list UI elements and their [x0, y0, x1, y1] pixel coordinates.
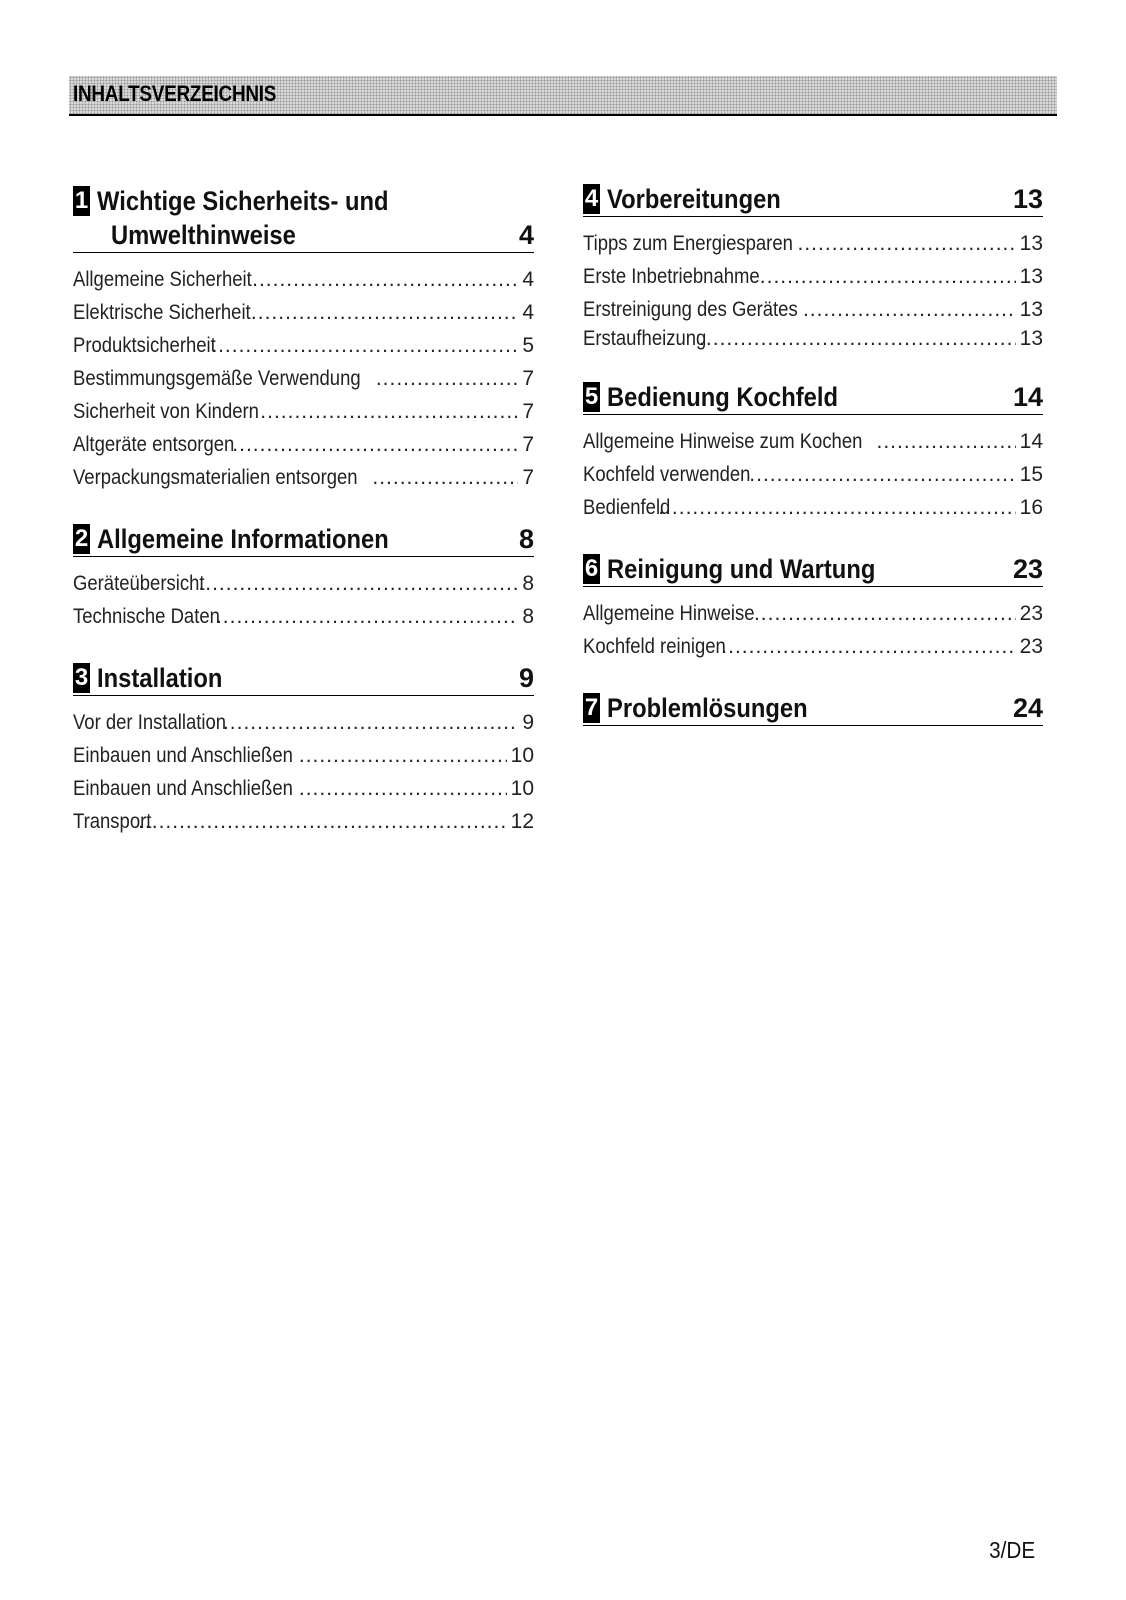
- toc-entry[interactable]: [583, 597, 1043, 630]
- entry-label: Tipps zum Energiesparen: [583, 232, 793, 255]
- toc-entry[interactable]: [583, 260, 1043, 293]
- entry-label: Altgeräte entsorgen: [73, 433, 235, 456]
- section-page-number: 9: [518, 663, 534, 693]
- entry-label: Kochfeld verwenden: [583, 463, 751, 486]
- section-page-number: 24: [1012, 693, 1043, 723]
- toc-entry[interactable]: [73, 296, 534, 329]
- entry-page: 16: [1019, 496, 1043, 519]
- entry-page: 23: [1019, 635, 1043, 658]
- entry-label: Erstaufheizung: [583, 327, 707, 350]
- dot-leader: [260, 395, 518, 428]
- section-heading[interactable]: [583, 182, 1043, 217]
- section-title: Reinigung und Wartung: [607, 554, 876, 584]
- section-title: Problemlösungen: [607, 693, 808, 723]
- entry-page: 7: [522, 400, 534, 423]
- dot-leader: [754, 597, 1016, 630]
- page-number-footer: 3/DE: [988, 1537, 1035, 1563]
- entry-list: [583, 597, 1043, 663]
- toc-entry[interactable]: [583, 326, 1043, 352]
- dot-leader: [721, 630, 1015, 663]
- entry-label: Produktsicherheit: [73, 334, 216, 357]
- toc-entry[interactable]: [583, 491, 1043, 524]
- dot-leader: [198, 567, 518, 600]
- section-number-badge: 1: [74, 187, 89, 214]
- section-page-number: 4: [518, 220, 534, 250]
- entry-page: 8: [522, 572, 534, 595]
- entry-label: Geräteübersicht: [73, 572, 205, 595]
- entry-page: 14: [1019, 430, 1043, 453]
- entry-page: 10: [510, 777, 534, 800]
- toc-entry[interactable]: [73, 600, 534, 633]
- dot-leader: [211, 329, 518, 362]
- toc-section-6: [583, 552, 1043, 663]
- section-page-number: 23: [1012, 554, 1043, 584]
- toc-entry[interactable]: [73, 567, 534, 600]
- dot-leader: [372, 461, 518, 494]
- entry-list: [73, 567, 534, 633]
- toc-entry[interactable]: [583, 458, 1043, 491]
- dot-leader: [699, 326, 1016, 352]
- toc-section-3: [73, 661, 534, 838]
- section-number-badge: 5: [584, 383, 599, 410]
- entry-page: 7: [522, 466, 534, 489]
- toc-section-1: [73, 184, 534, 494]
- entry-page: 7: [522, 433, 534, 456]
- entry-page: 12: [510, 810, 534, 833]
- dot-leader: [877, 425, 1016, 458]
- dot-leader: [251, 296, 518, 329]
- entry-label: Allgemeine Sicherheit: [73, 268, 252, 291]
- toc-entry[interactable]: [73, 263, 534, 296]
- section-number-badge: 6: [584, 555, 599, 582]
- toc-entry[interactable]: [73, 739, 534, 772]
- section-title-line2: Umwelthinweise: [111, 220, 296, 250]
- entry-page: 8: [522, 605, 534, 628]
- entry-label: Vor der Installation: [73, 711, 227, 734]
- entry-page: 13: [1019, 232, 1043, 255]
- dot-leader: [138, 805, 507, 838]
- entry-list: [73, 706, 534, 838]
- entry-label: Allgemeine Hinweise zum Kochen: [583, 430, 863, 453]
- toc-entry[interactable]: [73, 395, 534, 428]
- toc-right-column: [583, 182, 1043, 754]
- toc-entry[interactable]: [583, 227, 1043, 260]
- entry-label: Bedienfeld: [583, 496, 671, 519]
- entry-label: Einbauen und Anschließen: [73, 744, 293, 767]
- toc-section-4: [583, 182, 1043, 352]
- toc-entry[interactable]: [73, 461, 534, 494]
- section-heading[interactable]: [73, 661, 534, 696]
- entry-page: 4: [522, 268, 534, 291]
- entry-page: 13: [1019, 298, 1043, 321]
- toc-section-2: [73, 522, 534, 633]
- toc-section-7: [583, 691, 1043, 726]
- dot-leader: [216, 600, 518, 633]
- toc-title: INHALTSVERZEICHNIS: [73, 81, 277, 106]
- entry-label: Sicherheit von Kindern: [73, 400, 259, 423]
- entry-list: [583, 425, 1043, 524]
- toc-entry[interactable]: [583, 293, 1043, 326]
- toc-entry[interactable]: [73, 805, 534, 838]
- toc-entry[interactable]: [583, 425, 1043, 458]
- entry-list: [73, 263, 534, 494]
- entry-label: Einbauen und Anschließen: [73, 777, 293, 800]
- section-title-line1: Wichtige Sicherheits- und: [97, 186, 389, 216]
- section-heading[interactable]: [583, 552, 1043, 587]
- section-number-badge: 2: [74, 525, 89, 552]
- entry-label: Bestimmungsgemäße Verwendung: [73, 367, 361, 390]
- dot-leader: [803, 293, 1016, 326]
- entry-label: Transport: [73, 810, 152, 833]
- dot-leader: [658, 491, 1015, 524]
- entry-page: 13: [1019, 265, 1043, 288]
- entry-page: 10: [510, 744, 534, 767]
- entry-page: 7: [522, 367, 534, 390]
- section-number-badge: 4: [584, 185, 599, 212]
- section-title: Allgemeine Informationen: [97, 524, 389, 554]
- dot-leader: [299, 739, 507, 772]
- section-title: Bedienung Kochfeld: [607, 382, 838, 412]
- section-heading[interactable]: [73, 522, 534, 557]
- dot-leader: [232, 428, 518, 461]
- entry-page: 4: [522, 301, 534, 324]
- dot-leader: [223, 706, 518, 739]
- entry-page: 9: [522, 711, 534, 734]
- dot-leader: [760, 260, 1016, 293]
- section-number-badge: 7: [584, 694, 599, 721]
- entry-label: Kochfeld reinigen: [583, 635, 726, 658]
- section-title: Vorbereitungen: [607, 184, 781, 214]
- section-title: Installation: [97, 663, 223, 693]
- section-page-number: 13: [1012, 184, 1043, 214]
- entry-label: Elektrische Sicherheit: [73, 301, 251, 324]
- toc-left-column: [73, 184, 534, 866]
- section-number-badge: 3: [74, 664, 89, 691]
- entry-page: 15: [1019, 463, 1043, 486]
- toc-entry[interactable]: [73, 329, 534, 362]
- entry-page: 23: [1019, 602, 1043, 625]
- toc-entry[interactable]: [73, 362, 534, 395]
- toc-entry[interactable]: [583, 630, 1043, 663]
- entry-list: [583, 227, 1043, 352]
- entry-label: Erste Inbetriebnahme: [583, 265, 760, 288]
- toc-header-bar: [69, 76, 1057, 116]
- dot-leader: [299, 772, 507, 805]
- toc-entry[interactable]: [73, 428, 534, 461]
- dot-leader: [376, 362, 518, 395]
- entry-page: 13: [1019, 327, 1043, 350]
- entry-label: Technische Daten: [73, 605, 220, 628]
- dot-leader: [252, 263, 518, 296]
- entry-label: Verpackungsmaterialien entsorgen: [73, 466, 358, 489]
- entry-page: 5: [522, 334, 534, 357]
- toc-entry[interactable]: [73, 772, 534, 805]
- section-heading[interactable]: [583, 691, 1043, 726]
- section-page-number: 8: [518, 524, 534, 554]
- entry-label: Allgemeine Hinweise: [583, 602, 755, 625]
- section-heading[interactable]: [583, 380, 1043, 415]
- section-heading[interactable]: [73, 184, 534, 253]
- dot-leader: [749, 458, 1015, 491]
- toc-entry[interactable]: [73, 706, 534, 739]
- dot-leader: [798, 227, 1016, 260]
- toc-section-5: [583, 380, 1043, 524]
- section-page-number: 14: [1012, 382, 1043, 412]
- entry-label: Erstreinigung des Gerätes: [583, 298, 798, 321]
